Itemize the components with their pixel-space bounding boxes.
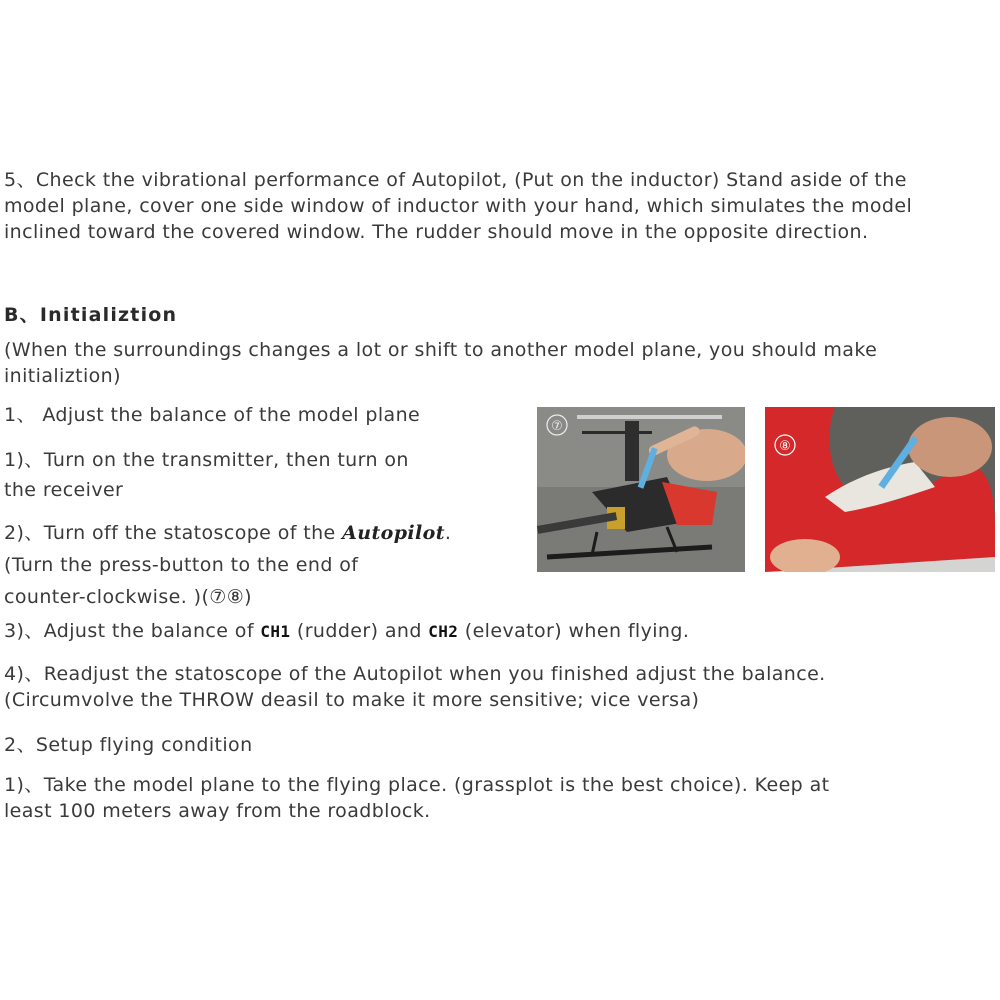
step-1-title: 1、 Adjust the balance of the model plane bbox=[4, 404, 421, 426]
section-5-line-3: inclined toward the covered window. The rudder should move in the opposite direction. bbox=[4, 221, 869, 243]
step-1-3-line bbox=[4, 618, 689, 645]
step-1-3-end: (elevator) when flying. bbox=[458, 620, 690, 642]
step-1-2-line-a bbox=[4, 520, 451, 546]
step-1-4-line-a: 4)、Readjust the statoscope of the Autopilot when you finished adjust the balance. bbox=[4, 663, 826, 685]
photo-helicopter-adjust bbox=[537, 407, 745, 572]
step-1-4-line-b: (Circumvolve the THROW deasil to make it more sensitive; vice versa) bbox=[4, 689, 700, 711]
step-2-1-line-b: least 100 meters away from the roadblock. bbox=[4, 800, 431, 822]
step-1-3-text: 3)、Adjust the balance of bbox=[4, 620, 261, 642]
photo-8-label: ⑧ bbox=[779, 439, 791, 454]
ch2-label: CH2 bbox=[428, 622, 459, 641]
section-b-intro-1: (When the surroundings changes a lot or shift to another model plane, you should make bbox=[4, 339, 878, 361]
step-1-3-mid: (rudder) and bbox=[290, 620, 429, 642]
step-1-2-text: 2)、Turn off the statoscope of the bbox=[4, 522, 343, 544]
step-2-title: 2、Setup flying condition bbox=[4, 734, 253, 756]
photo-canopy-adjust bbox=[765, 407, 995, 572]
section-5-line-2: model plane, cover one side window of inductor with your hand, which simulates the model bbox=[4, 195, 913, 217]
step-1-2-line-c: counter-clockwise. )(⑦⑧) bbox=[4, 586, 252, 608]
section-b-heading: B、Initializtion bbox=[4, 304, 178, 326]
step-1-1-line-b: the receiver bbox=[4, 479, 124, 501]
step-1-1-line-a: 1)、Turn on the transmitter, then turn on bbox=[4, 449, 409, 471]
step-1-2-period: . bbox=[444, 522, 452, 544]
autopilot-brand: Autopilot bbox=[342, 522, 445, 544]
section-5-line-1: 5、Check the vibrational performance of Autopilot, (Put on the inductor) Stand aside of the bbox=[4, 169, 907, 191]
ch1-label: CH1 bbox=[260, 622, 291, 641]
photo-7-label: ⑦ bbox=[551, 419, 563, 434]
step-1-2-line-b: (Turn the press-button to the end of bbox=[4, 554, 359, 576]
step-2-1-line-a: 1)、Take the model plane to the flying place. (grassplot is the best choice). Keep at bbox=[4, 774, 830, 796]
section-b-intro-2: initializtion) bbox=[4, 365, 121, 387]
